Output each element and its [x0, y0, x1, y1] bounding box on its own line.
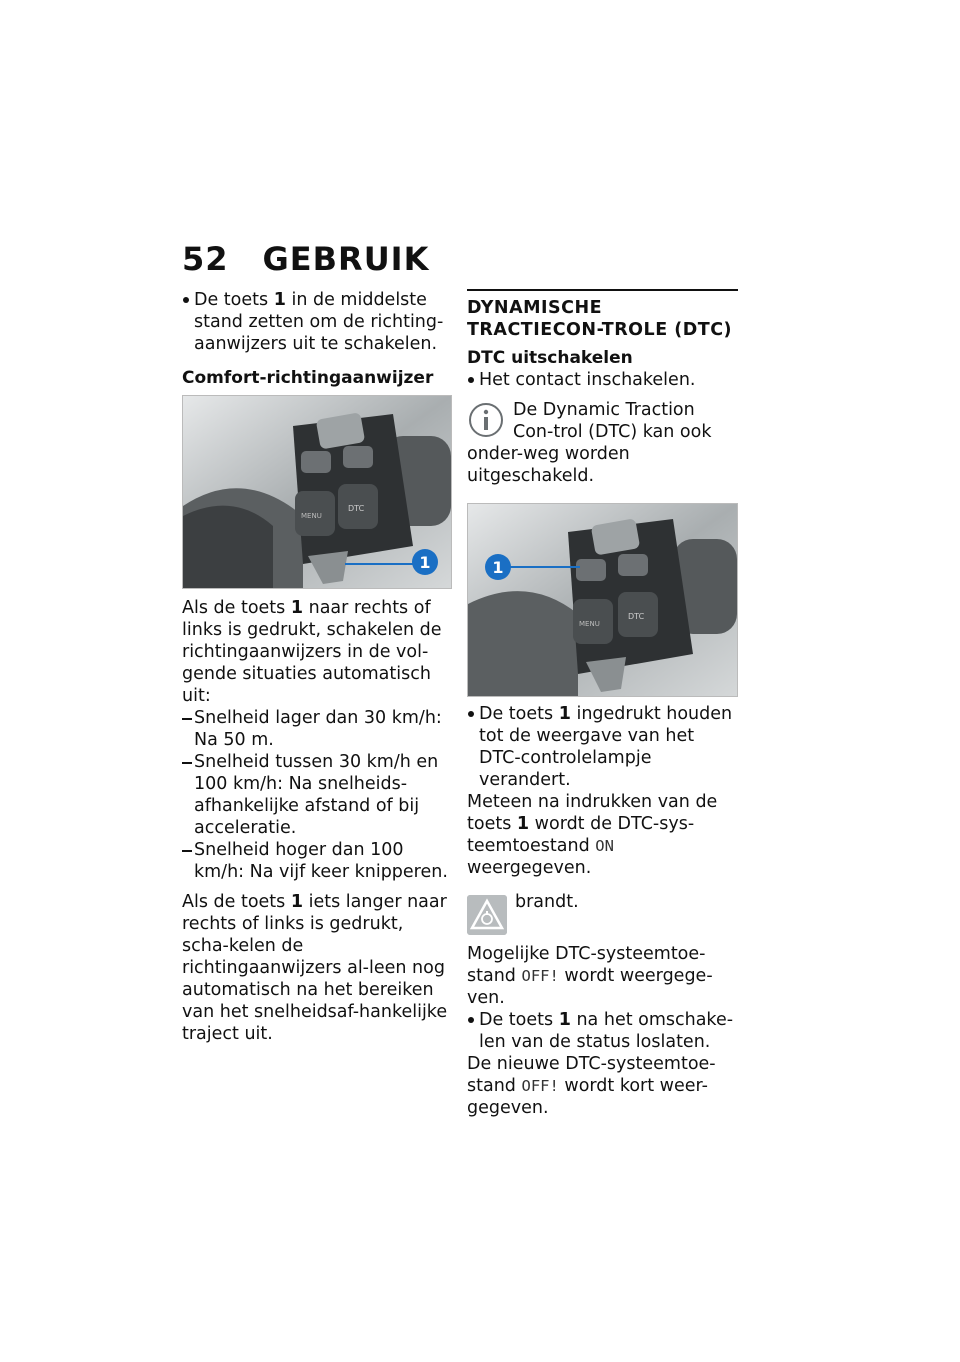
paragraph: Als de toets 1 naar rechts of links is gedrukt, schakelen de richtingaanwijzers in de vol-gende situaties automatisch uit: [182, 598, 442, 706]
menu-label: MENU [579, 620, 600, 628]
dtc-label: DTC [628, 612, 645, 621]
list-item: Het contact inschakelen. [467, 369, 738, 391]
paragraph: Als de toets 1 iets langer naar rechts of links is gedrukt, scha-kelen de richtingaanwijzers al-leen nog automatisch na het bereiken van het snelheidsaf-hankelijke traject uit. [182, 892, 448, 1044]
list-item: Snelheid tussen 30 km/h en 100 km/h: Na snelheids-afhankelijke afstand of bij acceleratie. [182, 751, 452, 839]
right-column [467, 289, 738, 1119]
section-title: DYNAMISCHE TRACTIECON-TROLE (DTC) [467, 289, 738, 341]
list-item: Snelheid lager dan 30 km/h: Na 50 m. [182, 707, 452, 751]
dtc-label: DTC [348, 504, 365, 513]
switch-illustration [468, 504, 737, 696]
left-column [182, 289, 452, 1045]
handlebar-switch-photo-left [182, 395, 452, 589]
info-note [467, 399, 738, 487]
page-number: 52 [182, 240, 229, 278]
page-header [182, 240, 742, 278]
note-text: De Dynamic Traction Con-trol (DTC) kan ook onder-weg worden uitgeschakeld. [467, 400, 712, 486]
callout-number: 1 [492, 558, 504, 577]
warning-note [467, 891, 738, 935]
info-icon [467, 401, 505, 439]
chapter-title: GEBRUIK [262, 240, 430, 278]
paragraph: Meteen na indrukken van de toets 1 wordt de DTC-sys-teemtoestand ON weergegeven. [467, 792, 718, 878]
list-item: Snelheid hoger dan 100 km/h: Na vijf keer knipperen. [182, 839, 452, 883]
list-item: De toets 1 ingedrukt houden tot de weergave van het DTC-controlelampje verandert. [467, 703, 738, 791]
list-item: De toets 1 in de middelste stand zetten om de richting-aanwijzers uit te schakelen. [182, 289, 452, 355]
handlebar-switch-photo-right [467, 503, 738, 697]
subheading-dtc: DTC uitschakelen [467, 348, 633, 368]
menu-label: MENU [301, 512, 322, 520]
dtc-warning-icon [467, 895, 507, 935]
subheading-comfort: Comfort-richtingaanwijzer [182, 368, 434, 388]
list-item: De toets 1 na het omschake-len van de status loslaten. [467, 1009, 738, 1053]
callout-number: 1 [419, 553, 431, 572]
warning-text: brandt. [515, 892, 579, 912]
paragraph: De nieuwe DTC-systeemtoe-stand OFF! wordt kort weer-gegeven. [467, 1054, 716, 1118]
switch-illustration [183, 396, 451, 588]
paragraph: Mogelijke DTC-systeemtoe-stand OFF! wordt weergege-ven. [467, 944, 713, 1008]
